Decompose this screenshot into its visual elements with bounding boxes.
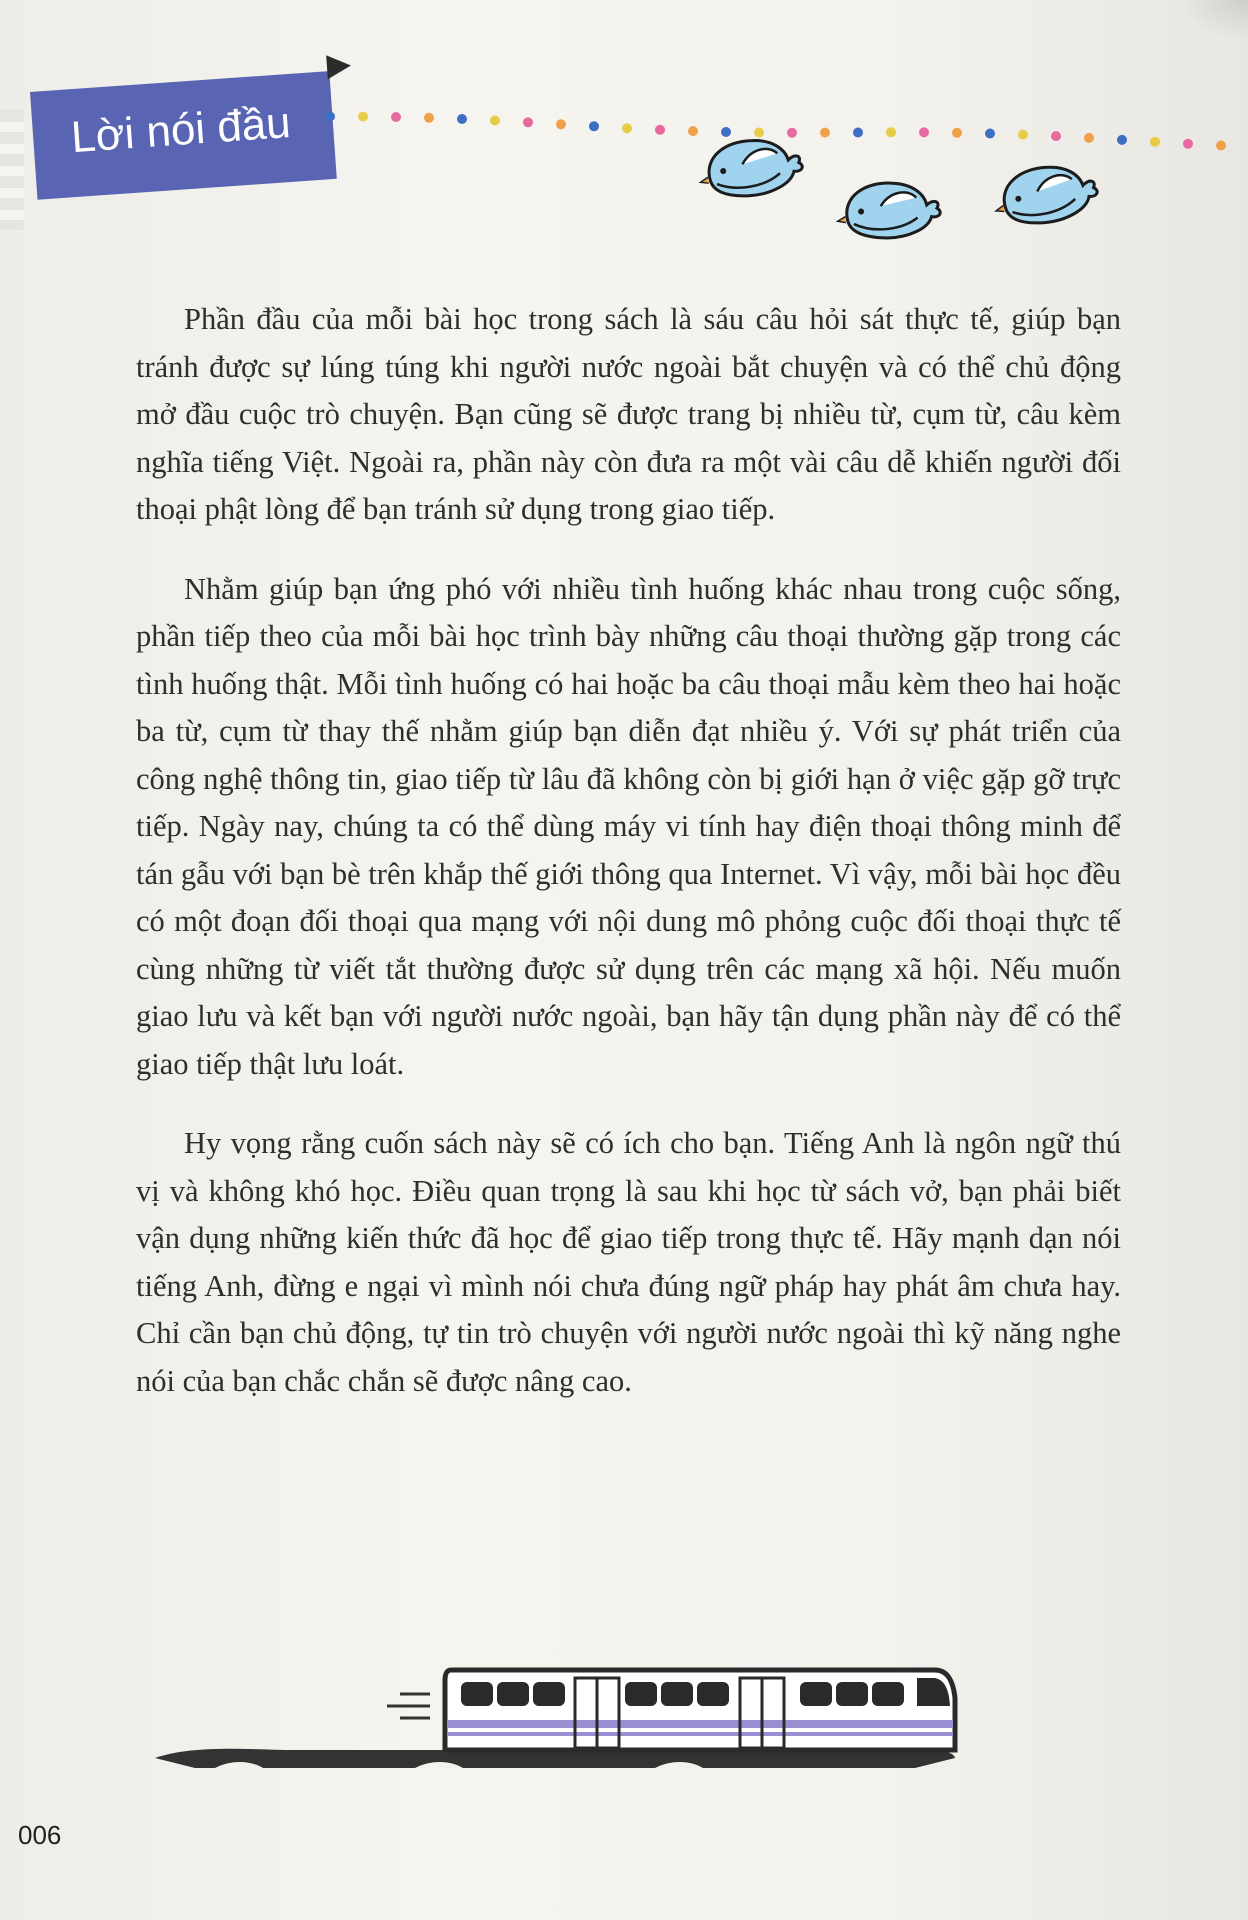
paragraph-1: Phần đầu của mỗi bài học trong sách là sáu câu hỏi sát thực tế, giúp bạn tránh được sự lúng túng khi người nước ngoài bắt chuyện và có thể chủ động mở đầu cuộc trò chuyện. Bạn cũng sẽ được trang bị nhiều từ, cụm từ, câu kèm nghĩa tiếng Việt. Ngoài ra, phần này còn đưa ra một vài câu dễ khiến người đối thoại phật lòng để bạn tránh sử dụng trong giao tiếp. — [136, 302, 1121, 526]
bird-icon — [835, 179, 941, 241]
page-title: Lời nói đầu — [69, 97, 293, 163]
train-icon — [155, 1640, 995, 1770]
paragraph-3: Hy vọng rằng cuốn sách này sẽ có ích cho bạn. Tiếng Anh là ngôn ngữ thú vị và không khó học. Điều quan trọng là sau khi học từ sách vở, bạn phải biết vận dụng những kiến thức đã học để giao tiếp trong thực tế. Hãy mạnh dạn nói tiếng Anh, đừng e ngại vì mình nói chưa đúng ngữ pháp hay phát âm chưa hay. Chỉ cần bạn chủ động, tự tin trò chuyện với người nước ngoài thì kỹ năng nghe nói của bạn chắc chắn sẽ được nâng cao. — [136, 1126, 1121, 1398]
birds-decoration — [0, 0, 1248, 260]
paragraph-2: Nhằm giúp bạn ứng phó với nhiều tình huống khác nhau trong cuộc sống, phần tiếp theo của mỗi bài học trình bày những câu thoại thường gặp trong các tình huống thật. Mỗi tình huống có hai hoặc ba câu thoại mẫu kèm theo hai hoặc ba từ, cụm từ thay thế nhằm giúp bạn diễn đạt nhiều ý. Với sự phát triển của công nghệ thông tin, giao tiếp từ lâu đã không còn bị giới hạn ở việc gặp gỡ trực tiếp. Ngày nay, chúng ta có thể dùng máy vi tính hay điện thoại thông minh để tán gẫu với bạn bè trên khắp thế giới thông qua Internet. Vì vậy, mỗi bài học đều có một đoạn đối thoại qua mạng với nội dung mô phỏng cuộc đối thoại thực tế cùng những từ viết tắt thường được sử dụng trên các mạng xã hội. Nếu muốn giao lưu và kết bạn với người nước ngoài, bạn hãy tận dụng phần này để có thể giao tiếp thật lưu loát. — [136, 571, 1121, 1081]
body-text — [136, 296, 1121, 1437]
bird-icon — [990, 159, 1101, 231]
bird-icon — [696, 134, 806, 203]
page-number: 006 — [18, 1820, 62, 1850]
